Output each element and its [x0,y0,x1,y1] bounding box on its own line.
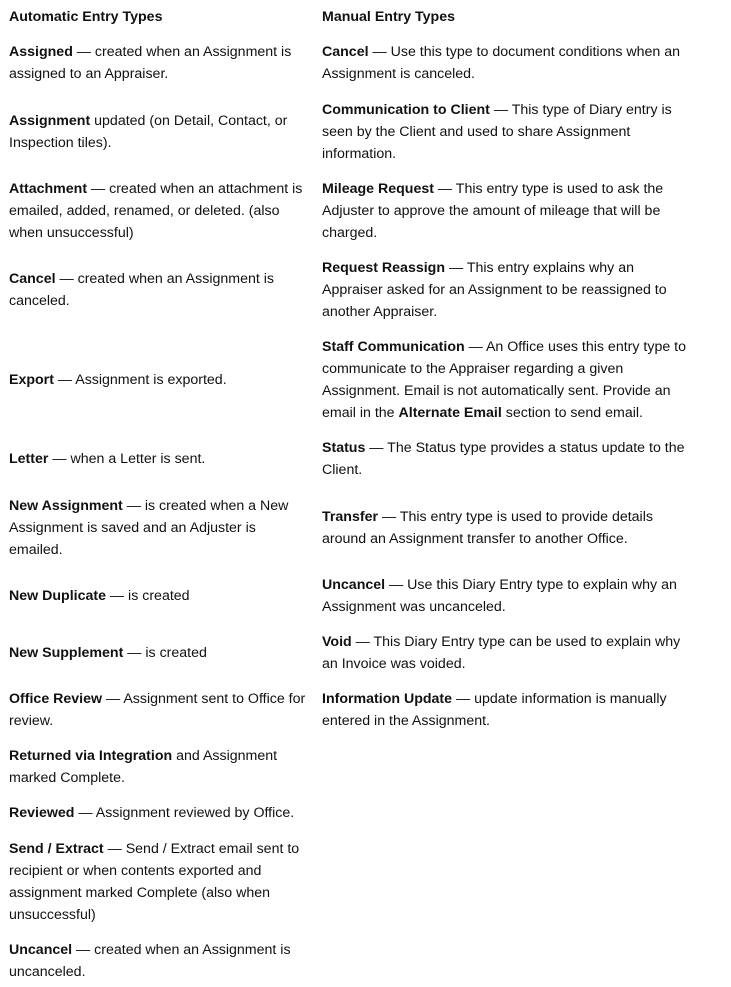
entry-void [322,631,690,675]
entry-name: Uncancel [9,942,73,958]
entry-reviewed [9,802,309,824]
entry-assignment [9,110,309,154]
entry-letter [9,448,309,470]
entry-assigned [9,41,309,85]
entry-mileage-request [322,178,690,244]
entry-send-extract [9,838,309,926]
entry-desc: updated (on Detail, Contact, or Inspection tiles). [9,113,288,151]
entry-desc: — created when an Assignment is uncanceled. [9,942,291,980]
entry-name: New Duplicate [9,588,106,604]
entry-new-assignment [9,495,309,561]
entry-name: Transfer [322,509,378,525]
entry-name: Office Review [9,691,103,707]
entry-name: Export [9,372,54,388]
entry-name: Returned via Integration [9,748,173,764]
entry-desc: — Use this Diary Entry type to explain why an Assignment was uncanceled. [322,577,677,615]
entry-desc: — created when an Assignment is assigned to an Appraiser. [9,44,292,82]
entry-communication-to-client [322,99,690,165]
entry-office-review [9,688,309,732]
entry-desc: — Assignment is exported. [53,372,227,388]
entry-desc: — This Diary Entry type can be used to explain why an Invoice was voided. [322,634,681,672]
entry-name: Status [322,440,366,456]
entry-uncancel-manual [322,574,690,618]
entry-desc: — update information is manually entered in the Assignment. [322,691,667,729]
entry-desc: — is created when a New Assignment is saved and an Adjuster is emailed. [9,498,289,558]
entry-desc: — is created [105,588,190,604]
automatic-entry-types-header: Automatic Entry Types [9,9,163,25]
entry-name: Attachment [9,181,88,197]
entry-attachment [9,178,309,244]
entry-desc: — created when an Assignment is canceled. [9,271,274,309]
entry-desc: section to send email. [501,405,643,421]
entry-name: New Supplement [9,645,124,661]
entry-name: New Assignment [9,498,123,514]
entry-name: Assigned [9,44,73,60]
entry-desc: — created when an attachment is emailed, added, renamed, or deleted. (also when unsuccessful) [9,181,303,241]
entry-desc: and Assignment marked Complete. [9,748,278,786]
entry-desc: — Assignment sent to Office for review. [9,691,306,729]
entry-information-update [322,688,690,732]
entry-desc: — Send / Extract email sent to recipient or when contents exported and assignment marked Complete (also when unsuccessful) [9,841,300,923]
entry-new-supplement [9,642,309,664]
entry-desc: — This entry type is used to ask the Adjuster to approve the amount of mileage that will be charged. [322,181,664,241]
entry-name: Cancel [9,271,56,287]
entry-name: Uncancel [322,577,386,593]
entry-desc: — An Office uses this entry type to communicate to the Appraiser regarding a given Assignment. Email is not automatically sent. Provide an email in the [322,339,686,421]
entry-desc: — The Status type provides a status update to the Client. [322,440,685,478]
manual-entry-types-header: Manual Entry Types [322,9,455,25]
entry-desc: — when a Letter is sent. [48,451,206,467]
entry-cancel [9,268,309,312]
entry-name: Letter [9,451,49,467]
entry-name-alternate-email: Alternate Email [398,405,502,421]
entry-desc: — Use this type to document conditions when an Assignment is canceled. [322,44,681,82]
entry-status [322,437,690,481]
entry-desc: — Assignment reviewed by Office. [74,805,295,821]
entry-name: Staff Communication [322,339,465,355]
entry-name: Communication to Client [322,102,490,118]
entry-name: Void [322,634,352,650]
entry-name: Cancel [322,44,369,60]
entry-request-reassign [322,257,690,323]
entry-uncancel [9,939,309,983]
entry-cancel-manual [322,41,690,85]
entry-name: Reviewed [9,805,75,821]
entry-staff-communication [322,336,690,424]
entry-name: Send / Extract [9,841,104,857]
entry-returned-via-integration [9,745,309,789]
entry-name: Request Reassign [322,260,445,276]
entry-desc: — This entry type is used to provide details around an Assignment transfer to another Office. [322,509,653,547]
entry-name: Mileage Request [322,181,434,197]
entry-desc: — This entry explains why an Appraiser asked for an Assignment to be reassigned to another Appraiser. [322,260,667,320]
entry-transfer [322,506,690,550]
entry-name: Assignment [9,113,91,129]
entry-desc: — is created [123,645,207,661]
entry-desc: — This type of Diary entry is seen by the Client and used to share Assignment information. [322,102,672,162]
entry-name: Information Update [322,691,453,707]
entry-new-duplicate [9,585,309,607]
entry-export [9,369,309,391]
